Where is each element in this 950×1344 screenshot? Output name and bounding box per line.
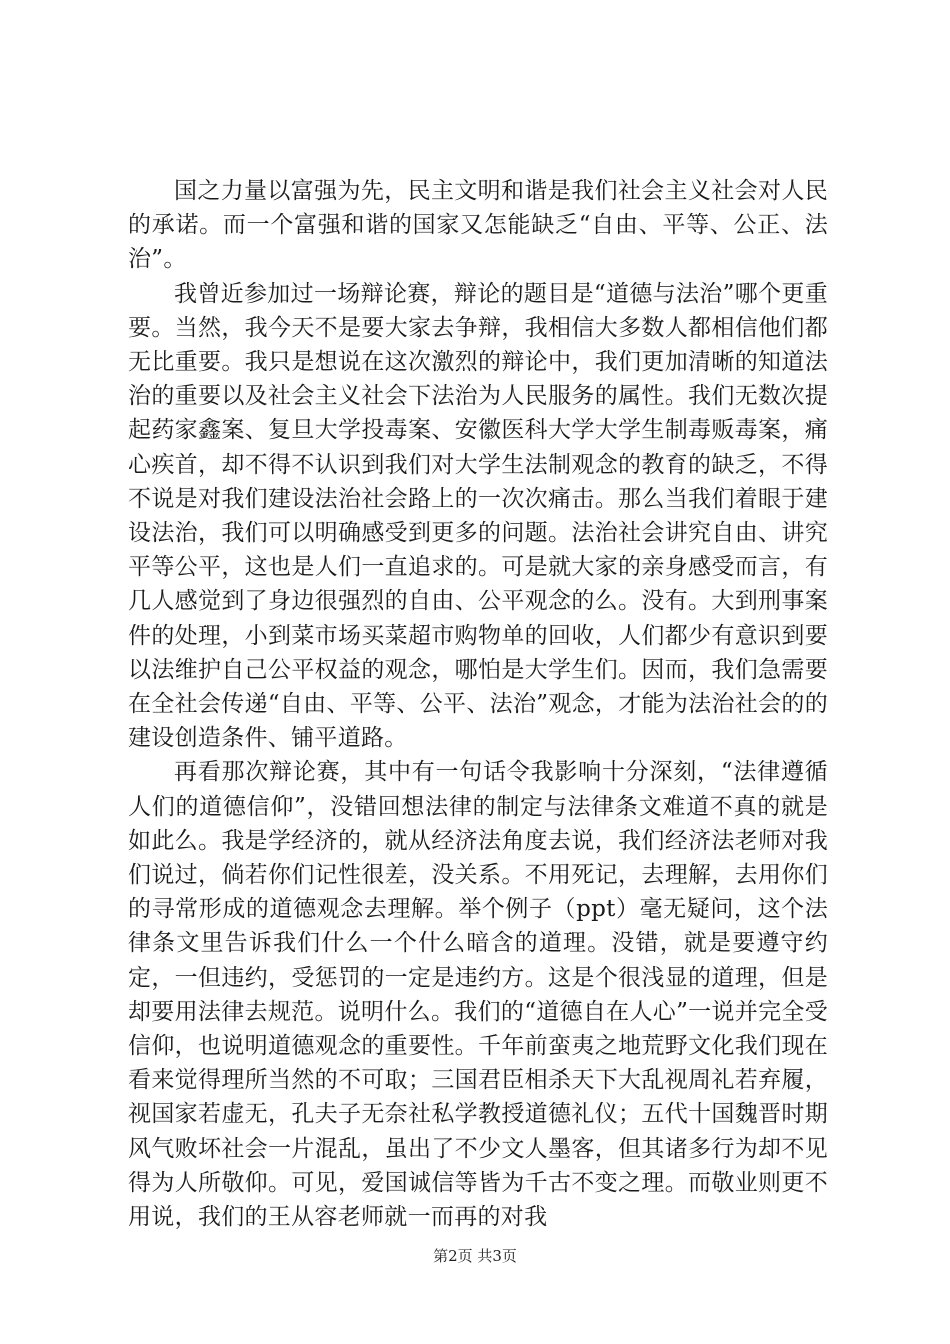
paragraph-2: 我曾近参加过一场辩论赛，辩论的题目是“道德与法治”哪个更重要。当然，我今天不是要大家去争辩，我相信大多数人都相信他们都无比重要。我只是想说在这次激烈的辩论中，我们更加清晰的知道法治的重要以及社会主义社会下法治为人民服务的属性。我们无数次提起药家鑫案、复旦大学投毒案、安徽医科大学大学生制毒贩毒案，痛心疾首，却不得不认识到我们对大学生法制观念的教育的缺乏，不得不说是对我们建设法治社会路上的一次次痛击。那么当我们着眼于建设法治，我们可以明确感受到更多的问题。法治社会讲究自由、讲究平等公平，这也是人们一直追求的。可是就大家的亲身感受而言，有几人感觉到了身边很强烈的自由、公平观念的么。没有。大到刑事案件的处理，小到菜市场买菜超市购物单的回收，人们都少有意识到要以法维护自己公平权益的观念，哪怕是大学生们。因而，我们急需要在全社会传递“自由、平等、公平、法治”观念，才能为法治社会的的建设创造条件、铺平道路。: [128, 280, 828, 752]
page-footer: 第2页 共3页: [433, 1247, 517, 1265]
paragraph-1: 国之力量以富强为先，民主文明和谐是我们社会主义社会对人民的承诺。而一个富强和谐的国家又怎能缺乏“自由、平等、公正、法治”。: [128, 178, 828, 273]
paragraph-3: 再看那次辩论赛，其中有一句话令我影响十分深刻，“法律遵循人们的道德信仰”，没错回想法律的制定与法律条文难道不真的就是如此么。我是学经济的，就从经济法角度去说，我们经济法老师对我们说过，倘若你们记性很差，没关系。不用死记，去理解，去用你们的寻常形成的道德观念去理解。举个例子（ppt）毫无疑问，这个法律条文里告诉我们什么一个什么暗含的道理。没错，就是要遵守约定，一但违约，受惩罚的一定是违约方。这是个很浅显的道理，但是却要用法律去规范。说明什么。我们的“道德自在人心”一说并完全受信仰，也说明道德观念的重要性。千年前蛮夷之地荒野文化我们现在看来觉得理所当然的不可取；三国君臣相杀天下大乱视周礼若弃履，视国家若虚无，孔夫子无奈社私学教授道德礼仪；五代十国魏晋时期风气败坏社会一片混乱，虽出了不少文人墨客，但其诸多行为却不见得为人所敬仰。可见，爱国诚信等皆为千古不变之理。而敬业则更不用说，我们的王从容老师就一而再的对我: [128, 759, 828, 1231]
document-body: [128, 174, 828, 1234]
